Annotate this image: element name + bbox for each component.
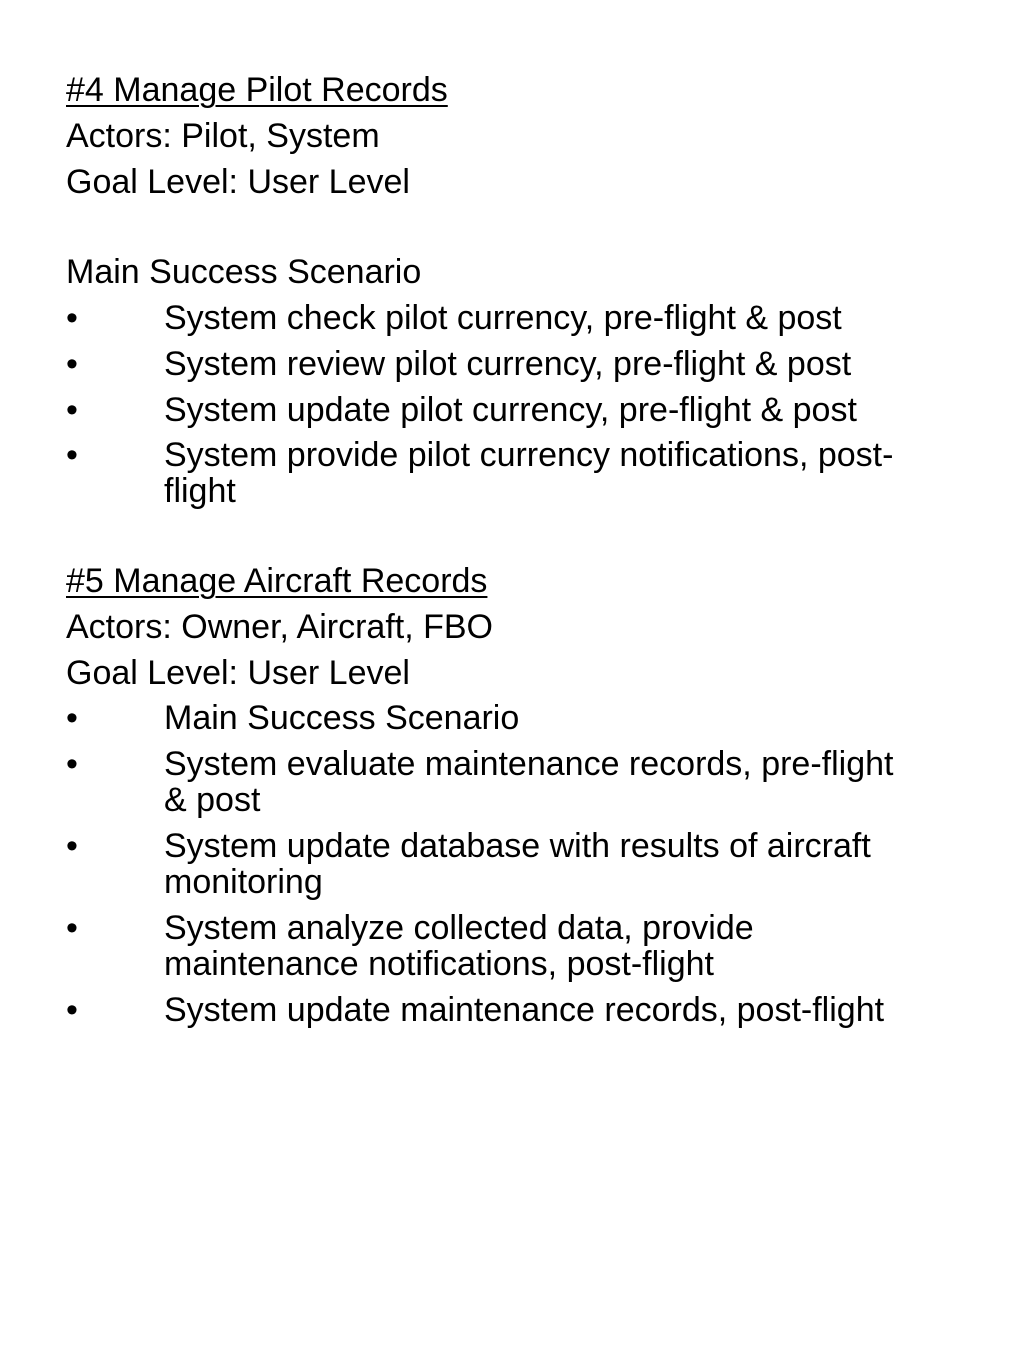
section-2-list-item: Main Success Scenario [164, 699, 520, 737]
section-1-scenario-title: Main Success Scenario [66, 253, 422, 291]
bullet-marker: • [66, 909, 78, 947]
section-2-list-item: System analyze collected data, provide maintenance notifications, post-flight [164, 909, 754, 983]
bullet-marker: • [66, 345, 78, 383]
section-1-list-item: System review pilot currency, pre-flight & post [164, 345, 852, 383]
section-2-list-item: System evaluate maintenance records, pre-flight & post [164, 745, 894, 819]
section-2-heading: #5 Manage Aircraft Records [66, 562, 488, 600]
section-2-list-item: System update maintenance records, post-flight [164, 991, 885, 1029]
section-1-heading: #4 Manage Pilot Records [66, 71, 448, 109]
bullet-marker: • [66, 391, 78, 429]
bullet-marker: • [66, 699, 78, 737]
section-1-list-item: System provide pilot currency notifications, post-flight [164, 436, 894, 510]
bullet-marker: • [66, 299, 78, 337]
section-1-list-item: System check pilot currency, pre-flight & post [164, 299, 842, 337]
section-1-list-item: System update pilot currency, pre-flight & post [164, 391, 857, 429]
bullet-marker: • [66, 827, 78, 865]
section-2-actors: Actors: Owner, Aircraft, FBO [66, 608, 493, 646]
section-1-actors: Actors: Pilot, System [66, 117, 380, 155]
section-2-goal-level: Goal Level: User Level [66, 654, 410, 692]
bullet-marker: • [66, 991, 78, 1029]
section-1-goal-level: Goal Level: User Level [66, 163, 410, 201]
bullet-marker: • [66, 745, 78, 783]
section-2-list-item: System update database with results of aircraft monitoring [164, 827, 871, 901]
bullet-marker: • [66, 436, 78, 474]
